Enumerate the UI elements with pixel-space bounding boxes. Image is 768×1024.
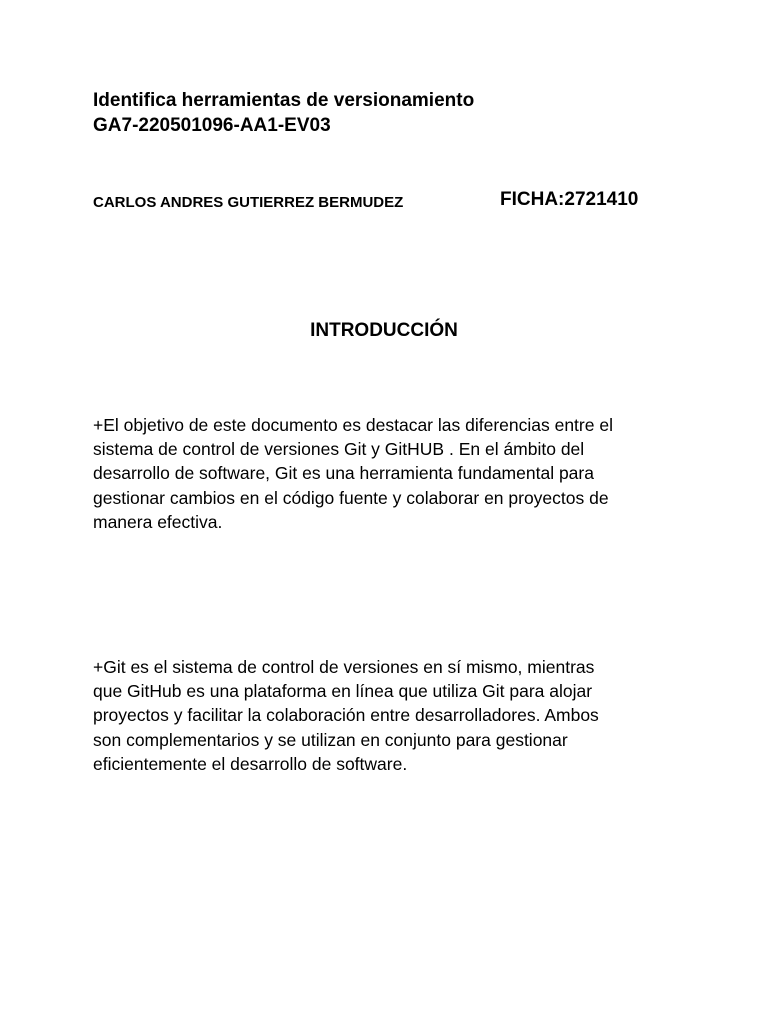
author-name: CARLOS ANDRES GUTIERREZ BERMUDEZ: [93, 194, 404, 211]
document-title: [93, 88, 474, 138]
ficha-number: FICHA:2721410: [500, 189, 639, 210]
paragraph-line: sistema de control de versiones Git y GitHUB . En el ámbito del: [93, 439, 585, 460]
paragraph-line: +Git es el sistema de control de versiones en sí mismo, mientras: [93, 657, 595, 677]
paragraph: [93, 655, 683, 776]
section-heading: INTRODUCCIÓN: [310, 320, 458, 341]
paragraph-line: gestionar cambios en el código fuente y colaborar en proyectos de: [93, 487, 609, 508]
paragraph: [93, 413, 683, 534]
paragraph-line: que GitHub es una plataforma en línea que utiliza Git para alojar: [93, 681, 593, 702]
title-line: Identifica herramientas de versionamiento: [93, 90, 475, 111]
paragraph-line: proyectos y facilitar la colaboración entre desarrolladores. Ambos: [93, 705, 599, 726]
paragraph-line: son complementarios y se utilizan en conjunto para gestionar: [93, 729, 568, 750]
paragraph-line: manera efectiva.: [93, 511, 223, 532]
paragraph-line: eficientemente el desarrollo de software.: [93, 753, 408, 774]
paragraph-line: +El objetivo de este documento es destacar las diferencias entre el: [93, 415, 613, 435]
author-row: [93, 189, 693, 217]
activity-code: GA7-220501096-AA1-EV03: [93, 115, 331, 136]
paragraph-line: desarrollo de software, Git es una herramienta fundamental para: [93, 463, 594, 484]
